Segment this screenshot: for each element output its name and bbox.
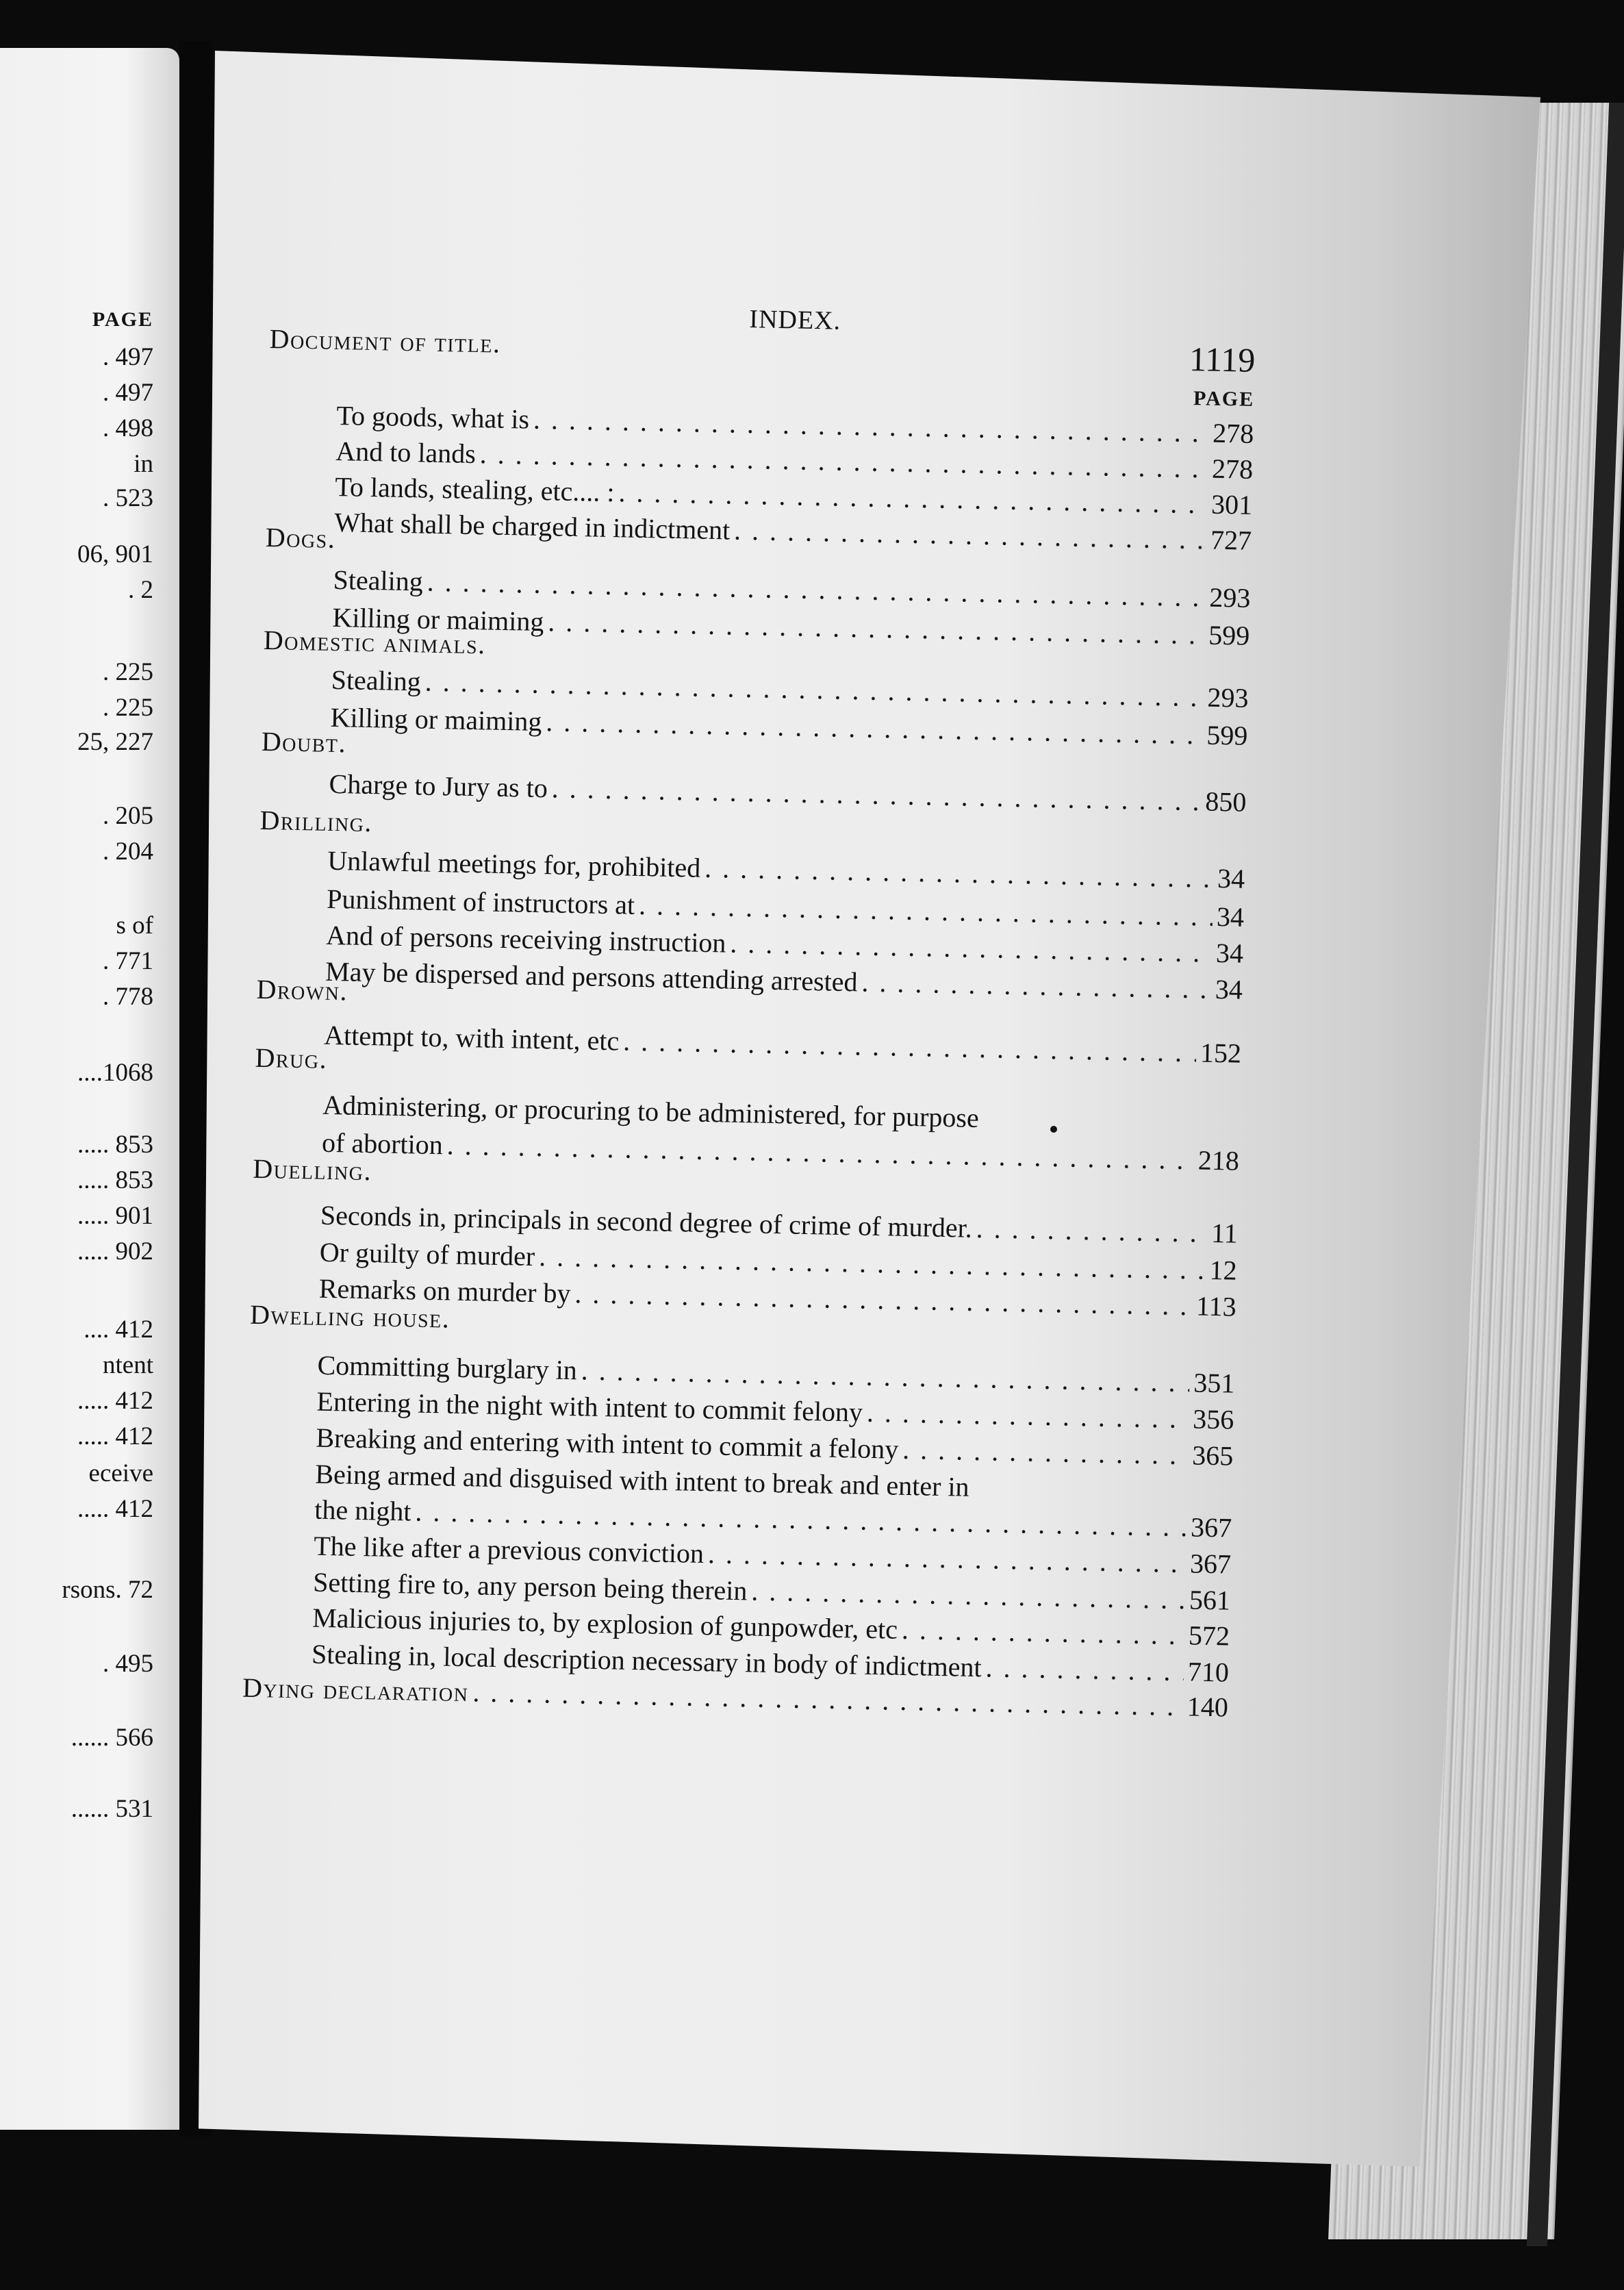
index-entry-page: 11 <box>1210 1217 1239 1249</box>
index-entry-page: 727 <box>1210 524 1252 556</box>
left-page-row: ..... 412 <box>77 1495 153 1523</box>
index-entry-text: Being armed and disguised with intent to break and enter in <box>314 1458 970 1502</box>
index-entry-page: 365 <box>1191 1439 1234 1472</box>
left-page-row: ..... 853 <box>77 1166 153 1194</box>
left-page-row: . 205 <box>103 802 153 830</box>
left-page-row: 25, 227 <box>77 728 153 756</box>
left-page-header: PAGE <box>92 308 153 331</box>
left-page-row: . 771 <box>103 947 153 975</box>
index-entry-page: 293 <box>1208 581 1251 614</box>
running-head: INDEX. <box>748 305 841 336</box>
left-page-row: s of <box>116 911 153 940</box>
index-entry-text: the night <box>314 1494 411 1527</box>
page-number: 1119 <box>1189 339 1256 379</box>
index-entry-text: The like after a previous conviction <box>313 1530 705 1570</box>
index-heading-text: Document of title. <box>269 323 501 359</box>
left-page-row: ..... 902 <box>77 1237 153 1266</box>
dot-leader <box>867 1396 1189 1436</box>
index-entry-text: Or guilty of murder <box>319 1236 535 1272</box>
index-entry-text: of abortion <box>321 1127 444 1161</box>
index-entry-page: 113 <box>1195 1290 1237 1322</box>
left-page-row: 06, 901 <box>77 540 153 568</box>
index-entry-text: Stealing <box>331 664 422 697</box>
left-page-row: eceive <box>88 1459 153 1487</box>
index-entry-page: 140 <box>1187 1691 1229 1723</box>
left-page-row: ....1068 <box>77 1059 153 1087</box>
index-entry-page: 278 <box>1212 417 1254 449</box>
index-entry-text: To lands, stealing, etc.... : <box>334 470 615 508</box>
index-entry-text: To goods, what is <box>336 399 530 435</box>
left-page-row: . 225 <box>103 658 153 686</box>
index-entry-text: What shall be charged in indictment <box>333 506 731 546</box>
dot-leader <box>901 1613 1184 1652</box>
index-entry-page: 351 <box>1193 1367 1235 1399</box>
left-page-row: ..... 901 <box>77 1202 153 1230</box>
index-entry-text: Stealing in, local description necessary in body of indictment <box>311 1638 982 1683</box>
index-entry-page: 367 <box>1190 1511 1232 1544</box>
index-entry-text: Unlawful meetings for, prohibited <box>327 844 701 883</box>
index-entry-text: Remarks on murder by <box>318 1272 571 1309</box>
index-heading-text: Drown. <box>256 973 348 1007</box>
left-page-row: . 497 <box>103 379 153 407</box>
left-page-row: ..... 412 <box>77 1387 153 1415</box>
left-page-row: . 225 <box>103 694 153 722</box>
left-page-row: . 523 <box>103 484 153 512</box>
index-entry-text: Charge to Jury as to <box>329 768 548 804</box>
index-entry-page: 572 <box>1188 1620 1230 1652</box>
index-entry-page: 356 <box>1192 1403 1234 1435</box>
index-heading-text: Dwelling house. <box>249 1298 451 1334</box>
dot-leader <box>985 1650 1184 1689</box>
index-page-content <box>237 294 1256 1978</box>
left-page-row: in <box>134 450 153 478</box>
index-entry-text: Killing or maiming <box>332 601 544 638</box>
index-entry-page: 850 <box>1204 785 1247 818</box>
left-page-row: ntent <box>103 1351 153 1379</box>
index-entry-text: Entering in the night with intent to commit felony <box>316 1385 863 1428</box>
left-page-row: . 495 <box>103 1650 153 1678</box>
left-page-row: ..... 853 <box>77 1131 153 1159</box>
dot-leader <box>976 1211 1207 1250</box>
index-entry-page: 34 <box>1216 901 1245 933</box>
index-heading-text: Duelling. <box>252 1153 372 1187</box>
left-page-row: rsons. 72 <box>62 1576 153 1604</box>
index-entry-text: Setting fire to, any person being therein <box>312 1566 748 1607</box>
index-entry-page: 293 <box>1207 681 1249 714</box>
left-page-row: . 497 <box>103 343 153 371</box>
left-page-row: . 204 <box>103 838 153 866</box>
index-entry-text: Breaking and entering with intent to commit a felony <box>316 1422 899 1465</box>
index-entry-text: Killing or maiming <box>330 701 542 738</box>
left-page-row: ...... 531 <box>71 1795 153 1823</box>
dot-leader <box>902 1433 1189 1472</box>
index-entry-text: Malicious injuries to, by explosion of gunpowder, etc <box>312 1602 898 1645</box>
left-page-row: ...... 566 <box>71 1724 153 1752</box>
index-entry-page: 367 <box>1189 1548 1232 1580</box>
index-entry-page: 152 <box>1200 1037 1242 1069</box>
left-page-row: . 778 <box>103 983 153 1011</box>
index-heading-text: Doubt. <box>261 725 347 759</box>
page-column-label-text: PAGE <box>1193 387 1255 411</box>
index-entry-page: 34 <box>1217 862 1245 894</box>
index-entry-page: 561 <box>1189 1584 1231 1616</box>
index-entry-page: 599 <box>1208 619 1250 651</box>
index-heading-text: Drilling. <box>259 804 373 838</box>
index-entry-page: 218 <box>1197 1144 1240 1177</box>
index-entry-text: Punishment of instructors at <box>326 883 635 920</box>
index-entry-page: 34 <box>1215 973 1243 1005</box>
index-entry-text: May be dispersed and persons attending arrested <box>325 955 859 998</box>
index-entry-text: Stealing <box>333 564 424 597</box>
index-entry-text: Seconds in, principals in second degree of crime of murder. <box>320 1199 973 1244</box>
index-entry-text: Attempt to, with intent, etc <box>323 1019 620 1057</box>
index-entry-text: And to lands <box>335 435 477 470</box>
dot-leader <box>705 851 1214 896</box>
left-page-row: ..... 412 <box>77 1422 153 1450</box>
index-entry-page: 710 <box>1187 1656 1230 1688</box>
left-page-row: . 2 <box>128 576 153 604</box>
index-entry-page: 599 <box>1206 719 1248 751</box>
index-entry-page: 301 <box>1210 488 1253 520</box>
index-entry-text: Dying declaration <box>242 1672 469 1708</box>
left-page <box>0 48 179 2130</box>
index-entry-text: Committing burglary in <box>317 1349 578 1386</box>
left-page-row: . 498 <box>103 414 153 442</box>
index-heading-text: Dogs. <box>265 521 336 554</box>
index-entry-page: 12 <box>1209 1254 1238 1286</box>
index-entry-text: Administering, or procuring to be administered, for purpose <box>322 1089 980 1134</box>
index-heading-text: Domestic animals. <box>263 624 487 660</box>
index-entry-page: 278 <box>1211 453 1254 485</box>
left-page-row: .... 412 <box>84 1316 153 1344</box>
index-heading-text: Drug. <box>255 1042 328 1074</box>
index-entry-page: 34 <box>1215 937 1244 969</box>
index-entry-text: And of persons receiving instruction <box>325 919 726 959</box>
